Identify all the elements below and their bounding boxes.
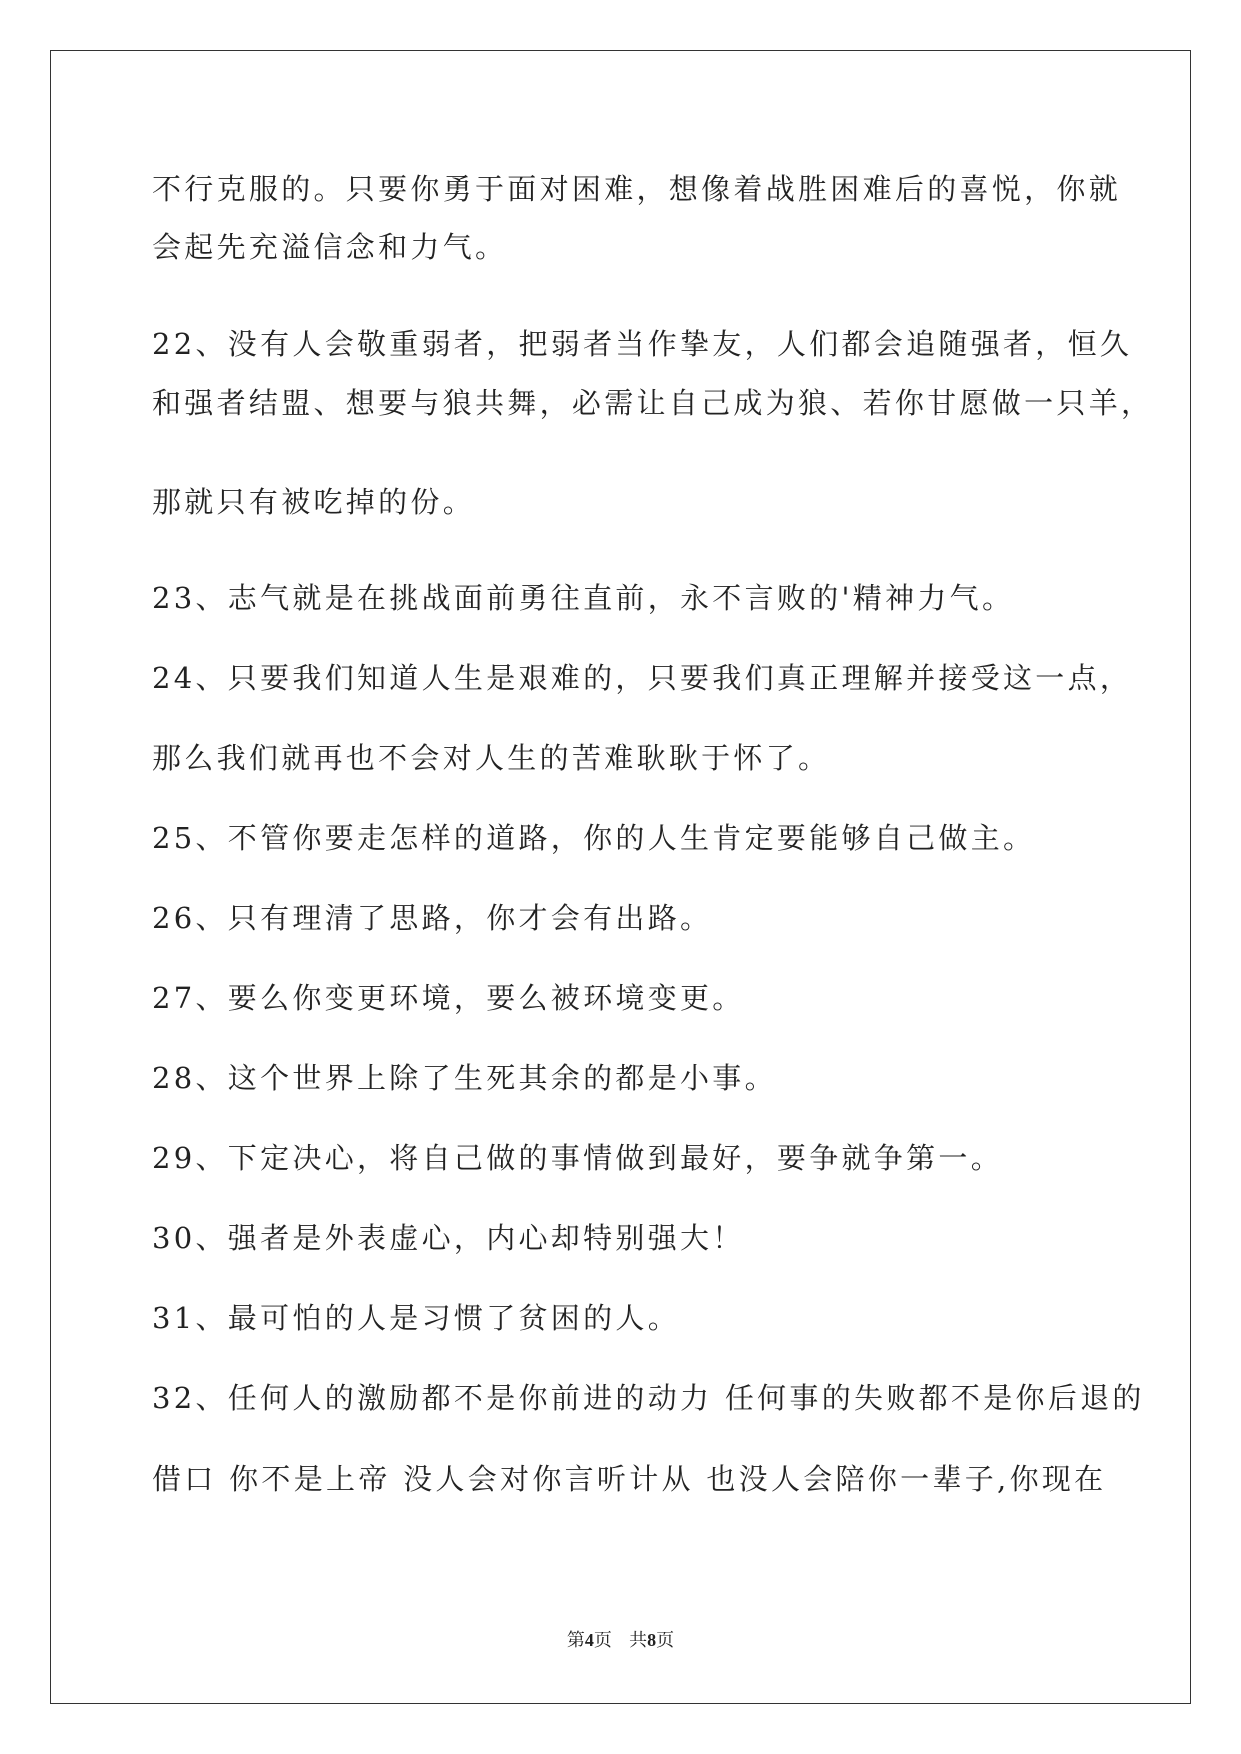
text-line: 不行克服的。只要你勇于面对困难，想像着战胜困难后的喜悦，你就 [152, 172, 1122, 206]
footer-middle: 页 共 [593, 1630, 648, 1651]
text-line: 29、下定决心，将自己做的事情做到最好，要争就争第一。 [152, 1141, 1004, 1175]
text-line: 和强者结盟、想要与狼共舞，必需让自己成为狼、若你甘愿做一只羊， [152, 386, 1154, 420]
text-line: 30、强者是外表虚心，内心却特别强大！ [152, 1221, 745, 1255]
text-line: 25、不管你要走怎样的道路，你的人生肯定要能够自己做主。 [152, 821, 1036, 855]
text-line: 28、这个世界上除了生死其余的都是小事。 [152, 1061, 777, 1095]
page-footer [0, 1626, 1241, 1652]
footer-suffix: 页 [656, 1630, 675, 1651]
page-border [50, 50, 1191, 1704]
text-line: 31、最可怕的人是习惯了贫困的人。 [152, 1301, 681, 1335]
text-line: 22、没有人会敬重弱者，把弱者当作挚友，人们都会追随强者，恒久 [152, 327, 1133, 361]
total-pages-number: 8 [647, 1630, 657, 1650]
current-page-number: 4 [584, 1630, 594, 1650]
text-line: 那就只有被吃掉的份。 [152, 485, 476, 519]
text-line: 32、任何人的激励都不是你前进的动力 任何事的失败都不是你后退的 [152, 1381, 1145, 1415]
text-line: 那么我们就再也不会对人生的苦难耿耿于怀了。 [152, 741, 831, 775]
text-line: 借口 你不是上帝 没人会对你言听计从 也没人会陪你一辈子,你现在 [152, 1462, 1107, 1496]
text-line: 24、只要我们知道人生是艰难的，只要我们真正理解并接受这一点， [152, 661, 1133, 695]
text-line: 23、志气就是在挑战面前勇往直前，永不言败的'精神力气。 [152, 581, 1015, 615]
text-line: 26、只有理清了思路，你才会有出路。 [152, 901, 713, 935]
footer-prefix: 第 [566, 1630, 585, 1651]
text-line: 27、要么你变更环境，要么被环境变更。 [152, 981, 745, 1015]
text-line: 会起先充溢信念和力气。 [152, 230, 508, 264]
